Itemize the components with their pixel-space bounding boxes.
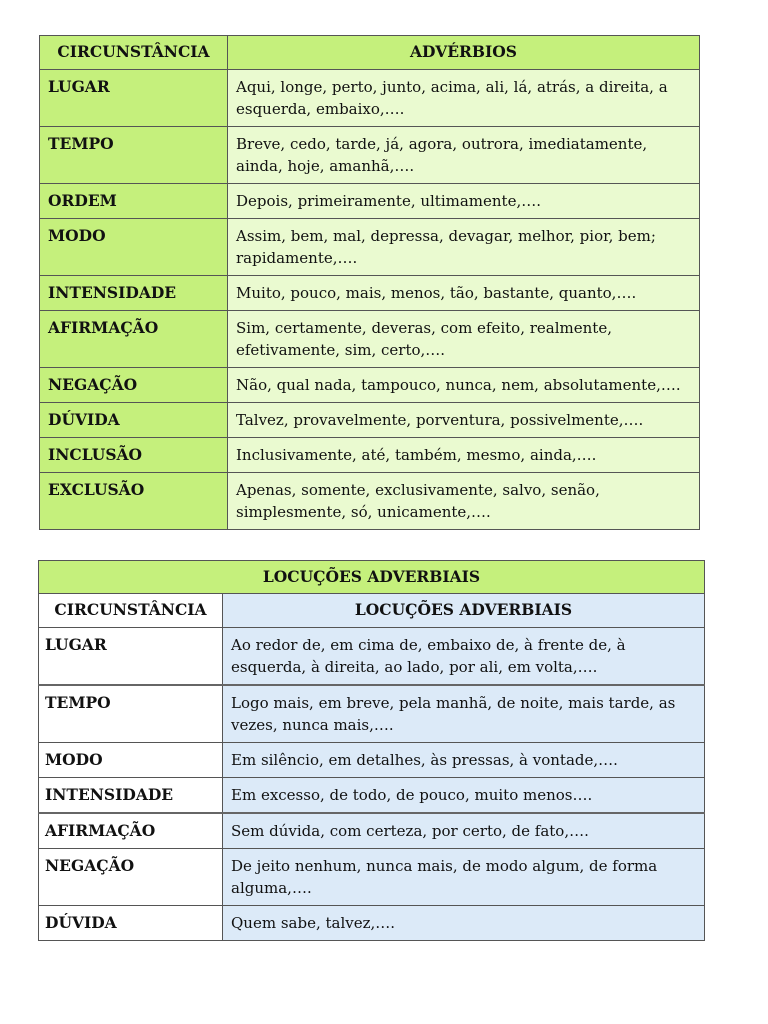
locucoes-title-row [39,561,705,594]
adverbios-row-value: Assim, bem, mal, depressa, devagar, melhor, pior, bem; rapidamente,…. [228,219,700,276]
adverbios-row-label: AFIRMAÇÃO [40,311,228,368]
locucoes-row [39,906,705,941]
adverbios-row-label: INCLUSÃO [40,438,228,473]
locucoes-table [38,560,705,941]
adverbios-row [40,438,700,473]
locucoes-row-label: INTENSIDADE [39,778,223,814]
locucoes-row-label: TEMPO [39,685,223,743]
locucoes-row [39,813,705,849]
adverbios-row-value: Talvez, provavelmente, porventura, possivelmente,…. [228,403,700,438]
locucoes-row [39,778,705,814]
adverbios-row-label: NEGAÇÃO [40,368,228,403]
locucoes-header-row [39,594,705,628]
adverbios-row-label: INTENSIDADE [40,276,228,311]
adverbios-table [39,35,700,530]
adverbios-row-value: Não, qual nada, tampouco, nunca, nem, absolutamente,…. [228,368,700,403]
adverbios-row-label: TEMPO [40,127,228,184]
locucoes-row-value: Sem dúvida, com certeza, por certo, de fato,…. [223,813,705,849]
adverbios-row-label: EXCLUSÃO [40,473,228,530]
locucoes-row [39,849,705,906]
locucoes-row-label: NEGAÇÃO [39,849,223,906]
adverbios-row-label: LUGAR [40,70,228,127]
locucoes-header-circunstancia: CIRCUNSTÂNCIA [39,594,223,628]
locucoes-row-value: Em silêncio, em detalhes, às pressas, à vontade,…. [223,743,705,778]
adverbios-header-adverbios: ADVÉRBIOS [228,36,700,70]
adverbios-row [40,184,700,219]
locucoes-row-value: De jeito nenhum, nunca mais, de modo algum, de forma alguma,…. [223,849,705,906]
locucoes-title: LOCUÇÕES ADVERBIAIS [39,561,705,594]
locucoes-row-value: Quem sabe, talvez,…. [223,906,705,941]
locucoes-row-value: Em excesso, de todo, de pouco, muito menos…. [223,778,705,814]
adverbios-row-value: Apenas, somente, exclusivamente, salvo, senão, simplesmente, só, unicamente,…. [228,473,700,530]
locucoes-row-label: MODO [39,743,223,778]
locucoes-row-label: DÚVIDA [39,906,223,941]
adverbios-row-value: Breve, cedo, tarde, já, agora, outrora, imediatamente, ainda, hoje, amanhã,…. [228,127,700,184]
locucoes-row-value: Ao redor de, em cima de, embaixo de, à frente de, à esquerda, à direita, ao lado, por ali, em volta,…. [223,628,705,686]
adverbios-row [40,276,700,311]
adverbios-row-value: Sim, certamente, deveras, com efeito, realmente, efetivamente, sim, certo,…. [228,311,700,368]
locucoes-row-label: LUGAR [39,628,223,686]
adverbios-row [40,70,700,127]
adverbios-row-label: MODO [40,219,228,276]
locucoes-header-locucoes: LOCUÇÕES ADVERBIAIS [223,594,705,628]
adverbios-row-value: Muito, pouco, mais, menos, tão, bastante, quanto,…. [228,276,700,311]
locucoes-row [39,628,705,686]
adverbios-row [40,403,700,438]
adverbios-row-value: Aqui, longe, perto, junto, acima, ali, lá, atrás, a direita, a esquerda, embaixo,…. [228,70,700,127]
adverbios-header-row [40,36,700,70]
adverbios-row [40,311,700,368]
adverbios-row [40,368,700,403]
adverbios-row-label: ORDEM [40,184,228,219]
adverbios-row [40,473,700,530]
adverbios-row [40,127,700,184]
adverbios-row-value: Inclusivamente, até, também, mesmo, ainda,…. [228,438,700,473]
adverbios-row-label: DÚVIDA [40,403,228,438]
adverbios-row-value: Depois, primeiramente, ultimamente,…. [228,184,700,219]
adverbios-row [40,219,700,276]
locucoes-row [39,743,705,778]
locucoes-row-label: AFIRMAÇÃO [39,813,223,849]
locucoes-row-value: Logo mais, em breve, pela manhã, de noite, mais tarde, as vezes, nunca mais,…. [223,685,705,743]
adverbios-header-circunstancia: CIRCUNSTÂNCIA [40,36,228,70]
locucoes-row [39,685,705,743]
